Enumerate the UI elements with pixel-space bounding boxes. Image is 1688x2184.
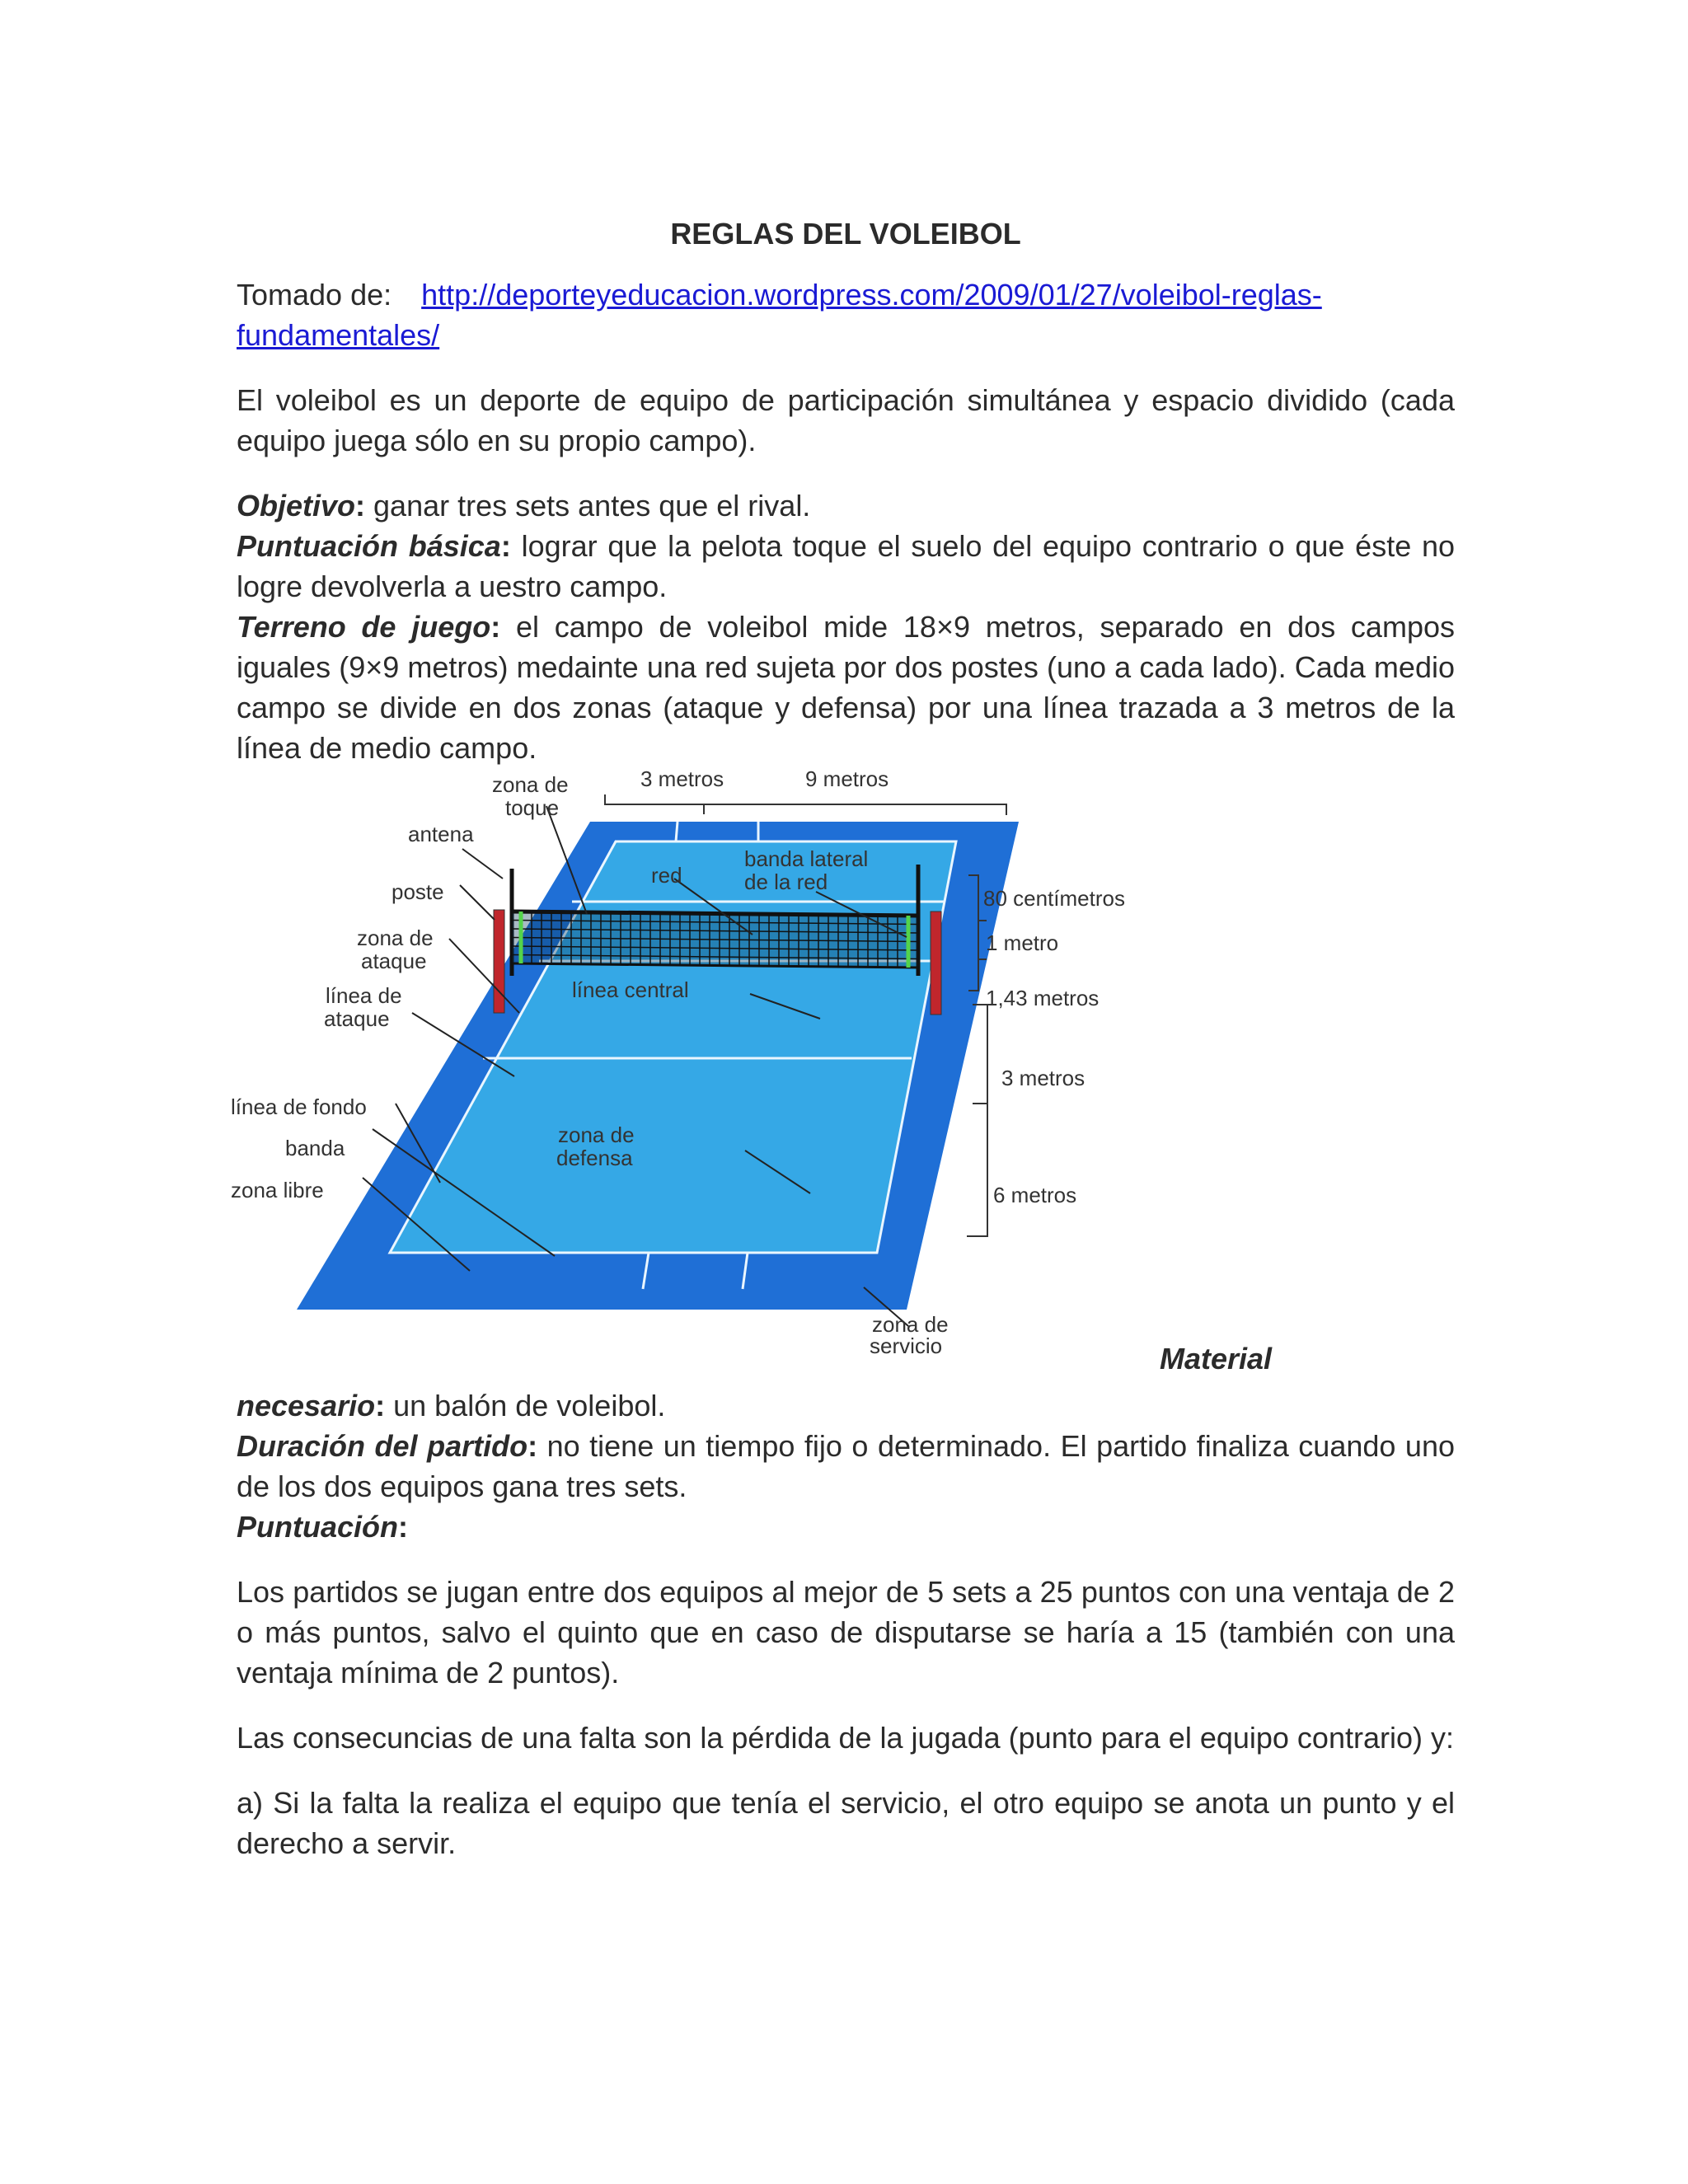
document-title: REGLAS DEL VOLEIBOL — [670, 217, 1021, 251]
label-1-43-metros: 1,43 metros — [986, 986, 1100, 1011]
material-paragraph: necesario: un balón de voleibol. — [237, 1389, 666, 1423]
label-zona-defensa-1: zona de — [558, 1122, 635, 1148]
label-3-metros-side: 3 metros — [1001, 1066, 1085, 1091]
label-zona-defensa-2: defensa — [556, 1146, 633, 1171]
sets-paragraph: Los partidos se jugan entre dos equipos al mejor de 5 sets a 25 puntos con una ventaja de 2 o más puntos, salvo el quinto que en caso de disputarse se haría a 15 (también con una ventaja mínima de 2 puntos). — [237, 1575, 1455, 1690]
label-zona-toque-1: zona de — [492, 772, 569, 798]
puntuacion-term: Puntuación — [237, 1510, 398, 1544]
volleyball-court-diagram — [231, 770, 1154, 1384]
material-term-part1: Material — [1160, 1342, 1273, 1376]
terreno-term: Terreno de juego — [237, 610, 491, 644]
label-poste: poste — [392, 879, 444, 905]
label-linea-fondo: línea de fondo — [231, 1094, 367, 1120]
duracion-term: Duración del partido — [237, 1429, 528, 1464]
terreno-text: el campo de voleibol mide 18×9 metros, separado en dos campos iguales (9×9 metros) medainte una red sujeta por dos postes (uno a cada lado). Cada medio campo se divide en dos zonas (ataque y defensa) por una línea trazada a 3 metros de la línea de medio campo. — [237, 610, 1455, 766]
label-zona-ataque-1: zona de — [357, 926, 434, 951]
label-antena: antena — [408, 822, 474, 847]
falta-a-paragraph: a) Si la falta la realiza el equipo que tenía el servicio, el otro equipo se anota un punto y el derecho a servir. — [237, 1786, 1455, 1861]
right-post — [931, 912, 941, 1015]
source-url-line2: fundamentales/ — [237, 318, 440, 353]
label-banda-lateral-1: banda lateral — [744, 846, 869, 872]
label-red: red — [651, 863, 682, 888]
label-zona-ataque-2: ataque — [361, 949, 427, 974]
court-depth-bracket — [967, 1005, 987, 1236]
source-link[interactable] — [237, 278, 1322, 352]
source-label: Tomado de: — [237, 278, 392, 312]
net — [512, 912, 918, 968]
label-80-centimetros: 80 centímetros — [983, 886, 1125, 912]
document-page — [231, 216, 1456, 1888]
label-banda: banda — [285, 1136, 345, 1161]
objetivo-text: ganar tres sets antes que el rival. — [365, 489, 811, 523]
puntuacion-basica-term: Puntuación básica — [237, 529, 501, 564]
duracion-paragraph: Duración del partido: no tiene un tiempo fijo o determinado. El partido finaliza cuando uno de los dos equipos gana tres sets. — [237, 1429, 1455, 1504]
material-term-part2: necesario — [237, 1389, 376, 1423]
label-zona-libre: zona libre — [231, 1178, 324, 1203]
label-linea-central: línea central — [572, 977, 689, 1003]
label-zona-toque-2: toque — [505, 795, 560, 821]
court-figure-row — [231, 770, 1455, 1385]
material-text: un balón de voleibol. — [385, 1389, 666, 1423]
label-banda-lateral-2: de la red — [744, 869, 828, 895]
label-1-metro: 1 metro — [986, 930, 1059, 956]
terreno-paragraph: Terreno de juego: el campo de voleibol mide 18×9 metros, separado en dos campos iguales (9×9 metros) medainte una red sujeta por dos postes (uno a cada lado). Cada medio campo se divide en dos zonas (ataque y defensa) por una línea trazada a 3 metros de la línea de medio campo. — [237, 610, 1455, 766]
label-6-metros: 6 metros — [993, 1183, 1077, 1208]
objetivo-term: Objetivo — [237, 489, 356, 523]
puntuacion-basica-paragraph: Puntuación básica: lograr que la pelota toque el suelo del equipo contrario o que éste no logre devolverla a uestro campo. — [237, 529, 1456, 604]
duracion-text: no tiene un tiempo fijo o determinado. El partido finaliza cuando uno de los dos equipos gana tres sets. — [237, 1429, 1455, 1504]
label-zona-servicio-2: servicio — [870, 1333, 943, 1359]
far-service-tick-left — [676, 822, 678, 841]
source-url-line1: http://deporteyeducacion.wordpress.com/2009/01/27/voleibol-reglas- — [421, 278, 1322, 312]
intro-paragraph: El voleibol es un deporte de equipo de participación simultánea y espacio dividido (cada equipo juega sólo en su propio campo). — [237, 383, 1455, 458]
label-linea-ataque-2: ataque — [324, 1006, 390, 1032]
falta-paragraph: Las consecuncias de una falta son la pérdida de la jugada (punto para el equipo contrario) y: — [237, 1721, 1454, 1755]
objetivo-paragraph: Objetivo: ganar tres sets antes que el rival. — [237, 489, 811, 523]
puntuacion-basica-text: lograr que la pelota toque el suelo del equipo contrario o que éste no logre devolverla a uestro campo. — [237, 529, 1456, 604]
label-3-metros-top: 3 metros — [640, 770, 724, 792]
top-dimension-bracket — [605, 794, 1006, 815]
label-zona-servicio-1: zona de — [872, 1312, 949, 1338]
label-linea-ataque-1: línea de — [326, 983, 402, 1009]
puntuacion-heading: Puntuación: — [237, 1510, 408, 1544]
label-9-metros-top: 9 metros — [805, 770, 889, 792]
left-post — [494, 910, 504, 1013]
source-line — [237, 274, 1455, 355]
